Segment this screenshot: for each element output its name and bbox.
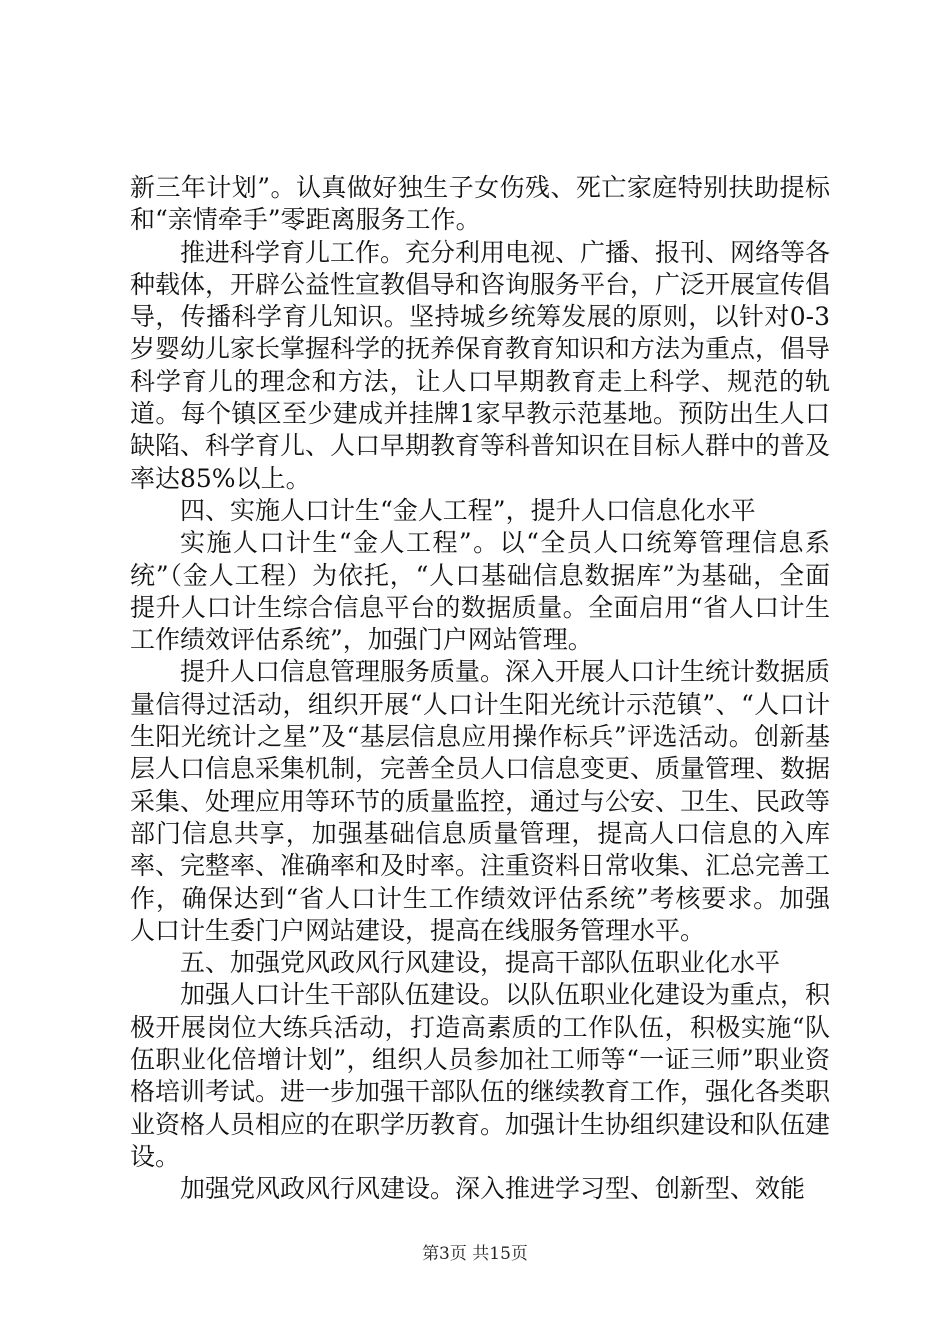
paragraph-jinren-project: 实施人口计生“金人工程”。以“全员人口统筹管理信息系统”（金人工程）为依托，“人口基础信息数据库”为基础，全面提升人口计生综合信息平台的数据质量。全面启用“省人口计生工作绩效评估系统”，加强门户网站管理。: [130, 528, 830, 655]
document-body: [130, 172, 830, 1206]
paragraph-parenting: 推进科学育儿工作。充分利用电视、广播、报刊、网络等各种载体，开辟公益性宣教倡导和咨询服务平台，广泛开展宣传倡导，传播科学育儿知识。坚持城乡统筹发展的原则，以针对0-3岁婴幼儿家长掌握科学的抚养保育教育知识和方法为重点，倡导科学育儿的理念和方法，让人口早期教育走上科学、规范的轨道。每个镇区至少建成并挂牌1家早教示范基地。预防出生人口缺陷、科学育儿、人口早期教育等科普知识在目标人群中的普及率达85%以上。: [130, 237, 831, 493]
paragraph-info-quality: 提升人口信息管理服务质量。深入开展人口计生统计数据质量信得过活动，组织开展“人口计生阳光统计示范镇”、“人口计生阳光统计之星”及“基层信息应用操作标兵”评选活动。创新基层人口信息采集机制，完善全员人口信息变更、质量管理、数据采集、处理应用等环节的质量监控，通过与公安、卫生、民政等部门信息共享，加强基础信息质量管理，提高人口信息的入库率、完整率、准确率和及时率。注重资料日常收集、汇总完善工作，确保达到“省人口计生工作绩效评估系统”考核要求。加强人口计生委门户网站建设，提高在线服务管理水平。: [130, 657, 831, 945]
paragraph-cadre-team: 加强人口计生干部队伍建设。以队伍职业化建设为重点，积极开展岗位大练兵活动，打造高素质的工作队伍，积极实施“队伍职业化倍增计划”，组织人员参加社工师等“一证三师”职业资格培训考试。进一步加强干部队伍的继续教育工作，强化各类职业资格人员相应的在职学历教育。加强计生协组织建设和队伍建设。: [130, 980, 831, 1171]
paragraph-party-style: 加强党风政风行风建设。深入推进学习型、创新型、效能: [180, 1174, 806, 1204]
section-heading-four: 四、实施人口计生“金人工程”，提升人口信息化水平: [180, 495, 756, 525]
section-heading-five: 五、加强党风政风行风建设，提高干部队伍职业化水平: [180, 948, 781, 978]
paragraph-continuation: 新三年计划”。认真做好独生子女伤残、死亡家庭特别扶助提标和“亲情牵手”零距离服务工作。: [130, 173, 830, 235]
page-number-footer: 第3页 共15页: [422, 1244, 528, 1264]
